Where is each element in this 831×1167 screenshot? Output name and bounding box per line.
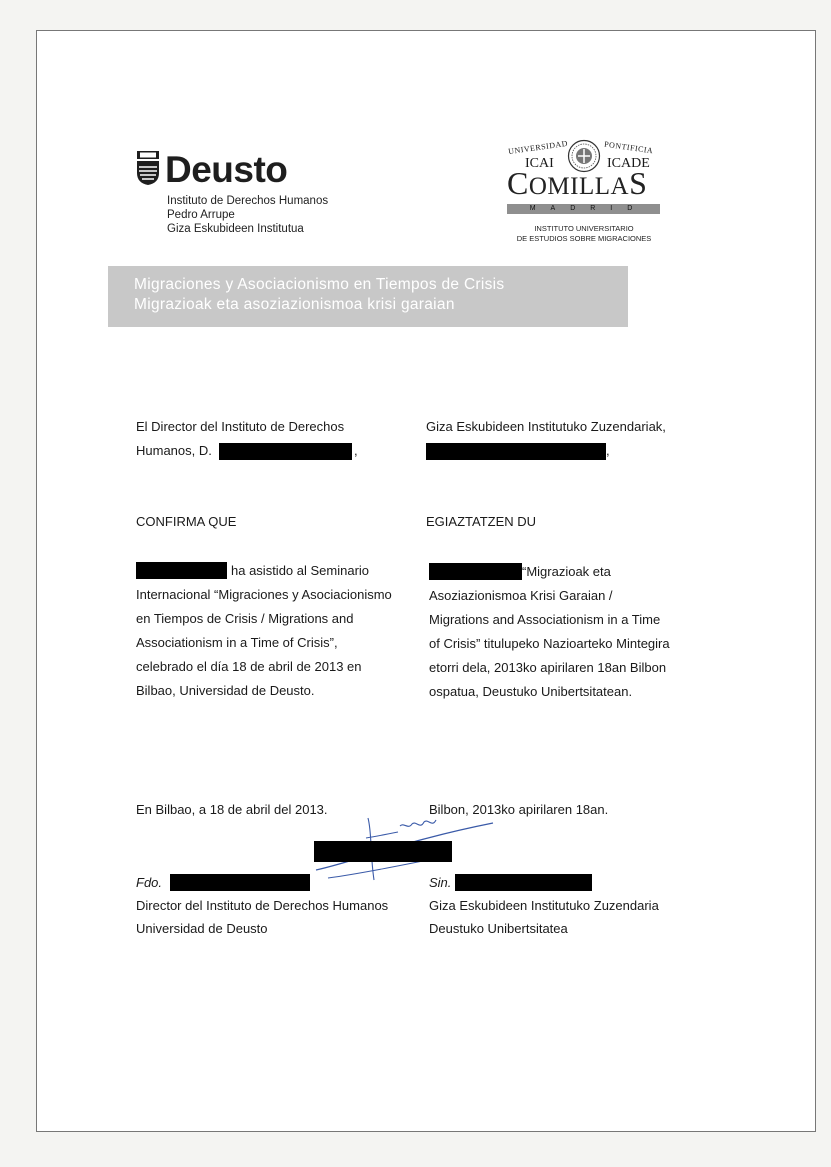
comillas-logo-text [507, 164, 647, 206]
redaction-bar [136, 562, 227, 579]
comillas-pontificia: PONTIFICIA [603, 139, 654, 156]
left-director-prefix: Humanos, D. [136, 443, 212, 458]
right-body-line: “Migrazioak eta [522, 564, 611, 579]
comillas-universidad: UNIVERSIDAD [507, 138, 569, 157]
deusto-shield-icon [136, 151, 160, 185]
redaction-bar [429, 563, 522, 580]
comillas-institute-line: DE ESTUDIOS SOBRE MIGRACIONES [516, 234, 652, 243]
deusto-subtitle [167, 194, 328, 236]
redaction-bar [170, 874, 310, 891]
seminar-banner [108, 266, 628, 327]
comillas-institute-line: INSTITUTO UNIVERSITARIO [534, 224, 634, 233]
right-signer-title-2: Deustuko Unibertsitatea [429, 921, 568, 936]
confirma-heading: CONFIRMA QUE [136, 514, 237, 529]
right-body-line: Asoziazionismoa Krisi Garaian / [429, 588, 613, 603]
left-body-line: Internacional “Migraciones y Asociacionismo [136, 587, 392, 602]
redaction-bar [219, 443, 352, 460]
comillas-letter-s: S [629, 165, 648, 201]
redaction-bar [314, 841, 452, 862]
right-body-line: of Crisis” titulupeko Nazioarteko Mintegira [429, 636, 670, 651]
redaction-bar [426, 443, 606, 460]
right-director-line-1: Giza Eskubideen Institutuko Zuzendariak, [426, 419, 666, 434]
left-fdo: Fdo. [136, 875, 163, 890]
left-signer-title-2: Universidad de Deusto [136, 921, 268, 936]
banner-title-eu: Migrazioak eta asoziazionismoa krisi garaian [134, 296, 455, 313]
left-body-line: Bilbao, Universidad de Deusto. [136, 683, 315, 698]
left-director-line-2 [136, 439, 212, 463]
comillas-madrid-bar: MADRID [507, 204, 660, 214]
deusto-logo-text: Deusto [165, 149, 288, 190]
redaction-bar [455, 874, 592, 891]
right-director-comma: , [606, 443, 610, 458]
egiaztatzen-heading: EGIAZTATZEN DU [426, 514, 537, 529]
left-place-date: En Bilbao, a 18 de abril del 2013. [136, 802, 328, 817]
comillas-institute [500, 224, 668, 244]
right-sin: Sin. [429, 875, 452, 890]
banner-title-es: Migraciones y Asociacionismo en Tiempos de Crisis [134, 276, 505, 293]
document-page [36, 30, 816, 1132]
right-place-date: Bilbon, 2013ko apirilaren 18an. [429, 802, 609, 817]
right-body-line: etorri dela, 2013ko apirilaren 18an Bilbon [429, 660, 667, 675]
left-body-line: Associationism in a Time of Crisis”, [136, 635, 338, 650]
comillas-letters: OMILLA [528, 173, 630, 200]
deusto-subtitle-line: Instituto de Derechos Humanos [167, 195, 329, 207]
left-director-comma: , [354, 443, 358, 458]
comillas-icai: ICAI [525, 156, 554, 171]
left-body-line: ha asistido al Seminario [231, 563, 370, 578]
deusto-subtitle-line: Giza Eskubideen Institutua [167, 223, 304, 235]
right-body-line: Migrations and Associationism in a Time [429, 612, 661, 627]
left-body-line: celebrado el día 18 de abril de 2013 en [136, 659, 362, 674]
right-body-line: ospatua, Deustuko Unibertsitatean. [429, 684, 633, 699]
left-body-line: en Tiempos de Crisis / Migrations and [136, 611, 354, 626]
left-signer-title-1: Director del Instituto de Derechos Humanos [136, 898, 389, 913]
comillas-icade: ICADE [607, 156, 650, 171]
deusto-subtitle-line: Pedro Arrupe [167, 209, 235, 221]
comillas-letter-c: C [507, 165, 529, 201]
left-director-line-1: El Director del Instituto de Derechos [136, 419, 345, 434]
right-signer-title-1: Giza Eskubideen Institutuko Zuzendaria [429, 898, 659, 913]
